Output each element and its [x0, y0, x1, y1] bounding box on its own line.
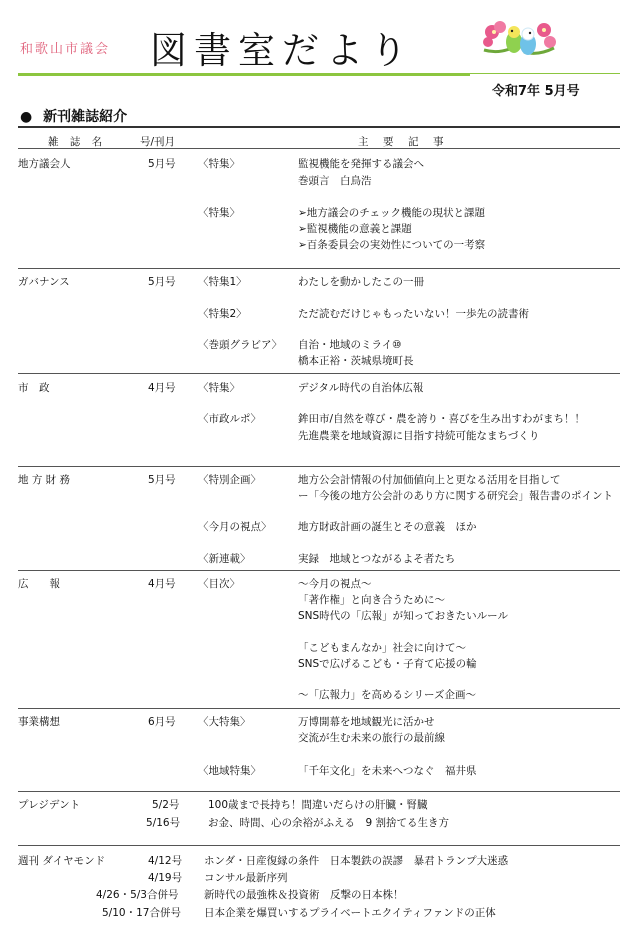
magazine-name: ガバナンス: [18, 276, 70, 288]
article-line: SNS時代の「広報」が知っておきたいルール: [298, 610, 508, 622]
col-header-content: 主 要 記 事: [358, 136, 446, 148]
article-line: 鉾田市/自然を尊び・農を誇り・喜びを生み出すわがまち！！: [298, 413, 586, 425]
row-divider: [18, 373, 620, 374]
article-line: ～「広報力」を高めるシリーズ企画～: [298, 689, 476, 701]
col-header-name: 雑 誌 名: [48, 136, 107, 148]
issue-label: 令和7年 5月号: [492, 84, 580, 99]
article-line: 「千年文化」を未来へつなぐ 福井県: [298, 765, 477, 777]
row-divider: [18, 268, 620, 269]
magazine-issue: 4/19号: [148, 872, 183, 884]
row-divider: [18, 845, 620, 846]
article-label: 〈地域特集〉: [198, 765, 261, 777]
magazine-issue: 5月号: [148, 158, 176, 170]
article-line: ただ読むだけじゃもったいない！一歩先の読書術: [298, 308, 529, 320]
article-line: コンサル最新序列: [204, 872, 288, 884]
header-rule: [18, 73, 470, 76]
article-line: 自治・地域のミライ⑩: [298, 339, 402, 351]
bullet-icon: ●: [20, 109, 33, 125]
magazine-name: 週刊 ダイヤモンド: [18, 855, 106, 867]
magazine-name: 広 報: [18, 578, 60, 590]
article-label: 〈巻頭グラビア〉: [198, 339, 282, 351]
article-line: ➢地方議会のチェック機能の現状と課題: [298, 207, 485, 219]
row-divider: [18, 570, 620, 571]
magazine-name: 市 政: [18, 382, 50, 394]
article-line: 日本企業を爆買いするプライベートエクイティファンドの正体: [204, 907, 496, 919]
magazine-name: プレジデント: [18, 799, 81, 811]
article-label: 〈特集〉: [198, 207, 240, 219]
article-line: SNSで広げるこども・子育て応援の輪: [298, 658, 477, 670]
magazine-issue: 4/12号: [148, 855, 183, 867]
article-label: 〈特集〉: [198, 158, 240, 170]
article-line: お金、時間、心の余裕がふえる 9 割捨てる生き方: [208, 817, 450, 829]
article-line: ホンダ・日産復縁の条件 日本製鉄の誤謬 暴君トランプ大迷惑: [204, 855, 509, 867]
article-label: 〈特集〉: [198, 382, 240, 394]
article-label: 〈今月の視点〉: [198, 521, 272, 533]
magazine-issue: 4/26・5/3合併号: [96, 889, 179, 901]
article-line: デジタル時代の自治体広報: [298, 382, 424, 394]
magazine-issue: 5/16号: [146, 817, 181, 829]
magazine-issue: 4月号: [148, 382, 176, 394]
article-label: 〈特集1〉: [198, 276, 247, 288]
article-line: 橋本正裕・茨城県境町長: [298, 355, 414, 367]
article-line: ➢監視機能の意義と課題: [298, 223, 412, 235]
row-divider: [18, 708, 620, 709]
magazine-issue: 4月号: [148, 578, 176, 590]
article-label: 〈目次〉: [198, 578, 240, 590]
article-label: 〈特別企画〉: [198, 474, 261, 486]
article-line: 巻頭言 白鳥浩: [298, 175, 372, 187]
section-title: [20, 106, 127, 126]
article-line: 新時代の最強株＆投資術 反撃の日本株！: [204, 889, 404, 901]
magazine-issue: 5月号: [148, 474, 176, 486]
article-line: ー「今後の地方公会計のあり方に関する研究会」報告書のポイント: [298, 490, 613, 502]
article-line: ➢百条委員会の実効性についての一考察: [298, 239, 486, 251]
col-header-issue: 号/刊月: [140, 136, 176, 148]
magazine-issue: 5/2号: [152, 799, 180, 811]
article-line: 監視機能を発揮する議会へ: [298, 158, 424, 170]
article-line: わたしを動かしたこの一冊: [298, 276, 424, 288]
magazine-issue: 5/10・17合併号: [102, 907, 181, 919]
budgie-bird-icon: [506, 26, 536, 55]
article-label: 〈特集2〉: [198, 308, 247, 320]
birds-orchid-illustration: [478, 14, 558, 70]
article-line: 「著作権」と向き合うために～: [298, 594, 445, 606]
newsletter-title: 図書室だより: [150, 29, 414, 72]
article-line: 交流が生む未来の旅行の最前線: [298, 732, 445, 744]
council-name: 和歌山市議会: [20, 42, 111, 57]
article-line: 先進農業を地域資源に目指す持続可能なまちづくり: [298, 430, 540, 442]
section-title-text: 新刊雑誌紹介: [43, 109, 128, 125]
magazine-issue: 6月号: [148, 716, 176, 728]
table-top-rule: [18, 126, 620, 128]
article-line: 地方公会計情報の付加価値向上と更なる活用を目指して: [298, 474, 561, 486]
article-line: 「こどもまんなか」社会に向けて～: [298, 642, 466, 654]
magazine-name: 事業構想: [18, 716, 60, 728]
article-label: 〈大特集〉: [198, 716, 251, 728]
article-line: ～今月の視点～: [298, 578, 372, 590]
magazine-issue: 5月号: [148, 276, 176, 288]
article-line: 100歳まで長持ち！間違いだらけの肝臓・腎臓: [208, 799, 428, 811]
article-line: 万博開幕を地域観光に活かせ: [298, 716, 435, 728]
article-line: 地方財政計画の誕生とその意義 ほか: [298, 521, 477, 533]
article-line: 実録 地域とつながるよそ者たち: [298, 553, 456, 565]
header-rule-thin: [470, 73, 620, 74]
article-label: 〈市政ルポ〉: [198, 413, 261, 425]
article-label: 〈新連載〉: [198, 553, 251, 565]
row-divider: [18, 466, 620, 467]
magazine-name: 地方議会人: [18, 158, 71, 170]
magazine-name: 地 方 財 務: [18, 474, 71, 486]
row-divider: [18, 791, 620, 792]
header-bottom-rule: [18, 148, 620, 149]
